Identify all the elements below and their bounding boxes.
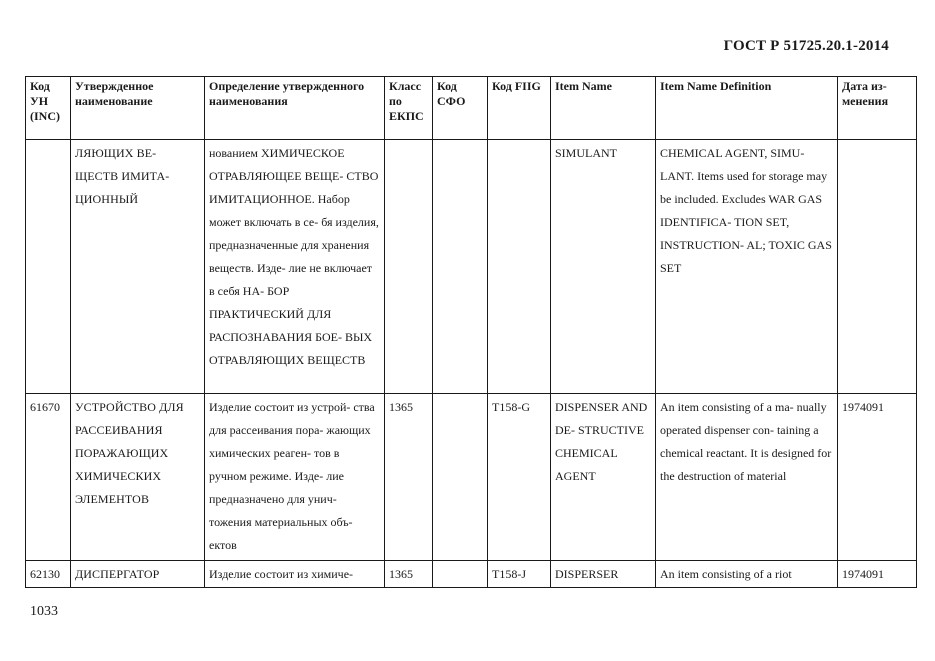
- cell-change-date: 1974091: [838, 394, 917, 561]
- header-sfo-code: Код СФО: [433, 77, 488, 140]
- document-standard-code: ГОСТ Р 51725.20.1-2014: [723, 38, 889, 54]
- header-fiig-code: Код FIIG: [488, 77, 551, 140]
- cell-item-name: DISPERSER: [551, 561, 656, 588]
- cell-ekps-class: [385, 140, 433, 394]
- header-item-name: Item Name: [551, 77, 656, 140]
- header-inc-code: Код УН (INC): [26, 77, 71, 140]
- cell-item-name: DISPENSER AND DE- STRUCTIVE CHEMICAL AGENT: [551, 394, 656, 561]
- cell-sfo-code: [433, 140, 488, 394]
- cell-inc-code: 61670: [26, 394, 71, 561]
- header-change-date: Дата из-менения: [838, 77, 917, 140]
- cell-item-name-definition: CHEMICAL AGENT, SIMU- LANT. Items used for storage may be included. Excludes WAR GAS IDENTIFICA- TION SET, INSTRUCTION- AL; TOXIC GAS SET: [656, 140, 838, 394]
- cell-name-definition: Изделие состоит из устрой- ства для рассеивания пора- жающих химических реаген- тов в ручном режиме. Изде- лие предназначено для унич- тожения материальных объ- ектов: [205, 394, 385, 561]
- header-row: [26, 77, 917, 140]
- cell-inc-code: 62130: [26, 561, 71, 588]
- cell-approved-name: УСТРОЙСТВО ДЛЯ РАССЕИВАНИЯ ПОРАЖАЮЩИХ ХИМИЧЕСКИХ ЭЛЕМЕНТОВ: [71, 394, 205, 561]
- cell-name-definition: нованием ХИМИЧЕСКОЕ ОТРАВЛЯЮЩЕЕ ВЕЩЕ- СТВО ИМИТАЦИОННОЕ. Набор может включать в се- бя изделия, предназначенные для хранения веществ. Изде- лие не включает в себя НА- БОР ПРАКТИЧЕСКИЙ ДЛЯ РАСПОЗНАВАНИЯ БОЕ- ВЫХ ОТРАВЛЯЮЩИХ ВЕЩЕСТВ: [205, 140, 385, 394]
- cell-sfo-code: [433, 394, 488, 561]
- cell-item-name-definition: An item consisting of a riot: [656, 561, 838, 588]
- cell-change-date: [838, 140, 917, 394]
- header-name-definition: Определение утвержденного наименования: [205, 77, 385, 140]
- cell-change-date: 1974091: [838, 561, 917, 588]
- table-row: [26, 140, 917, 394]
- cell-fiig-code: T158-J: [488, 561, 551, 588]
- cell-ekps-class: 1365: [385, 561, 433, 588]
- cell-item-name-definition: An item consisting of a ma- nually operated dispenser con- taining a chemical reactant. It is designed for the destruction of material: [656, 394, 838, 561]
- header-approved-name: Утвержденное наименование: [71, 77, 205, 140]
- nomenclature-table: [25, 76, 917, 588]
- cell-approved-name: ДИСПЕРГАТОР: [71, 561, 205, 588]
- cell-name-definition: Изделие состоит из химиче-: [205, 561, 385, 588]
- cell-inc-code: [26, 140, 71, 394]
- header-ekps-class: Класс по ЕКПС: [385, 77, 433, 140]
- cell-sfo-code: [433, 561, 488, 588]
- cell-fiig-code: T158-G: [488, 394, 551, 561]
- table-row: [26, 561, 917, 588]
- page-number: 1033: [30, 604, 58, 619]
- cell-ekps-class: 1365: [385, 394, 433, 561]
- cell-item-name: SIMULANT: [551, 140, 656, 394]
- table-header: [26, 77, 917, 140]
- header-item-name-definition: Item Name Definition: [656, 77, 838, 140]
- table-row: [26, 394, 917, 561]
- cell-fiig-code: [488, 140, 551, 394]
- cell-approved-name: ЛЯЮЩИХ ВЕ- ЩЕСТВ ИМИТА- ЦИОННЫЙ: [71, 140, 205, 394]
